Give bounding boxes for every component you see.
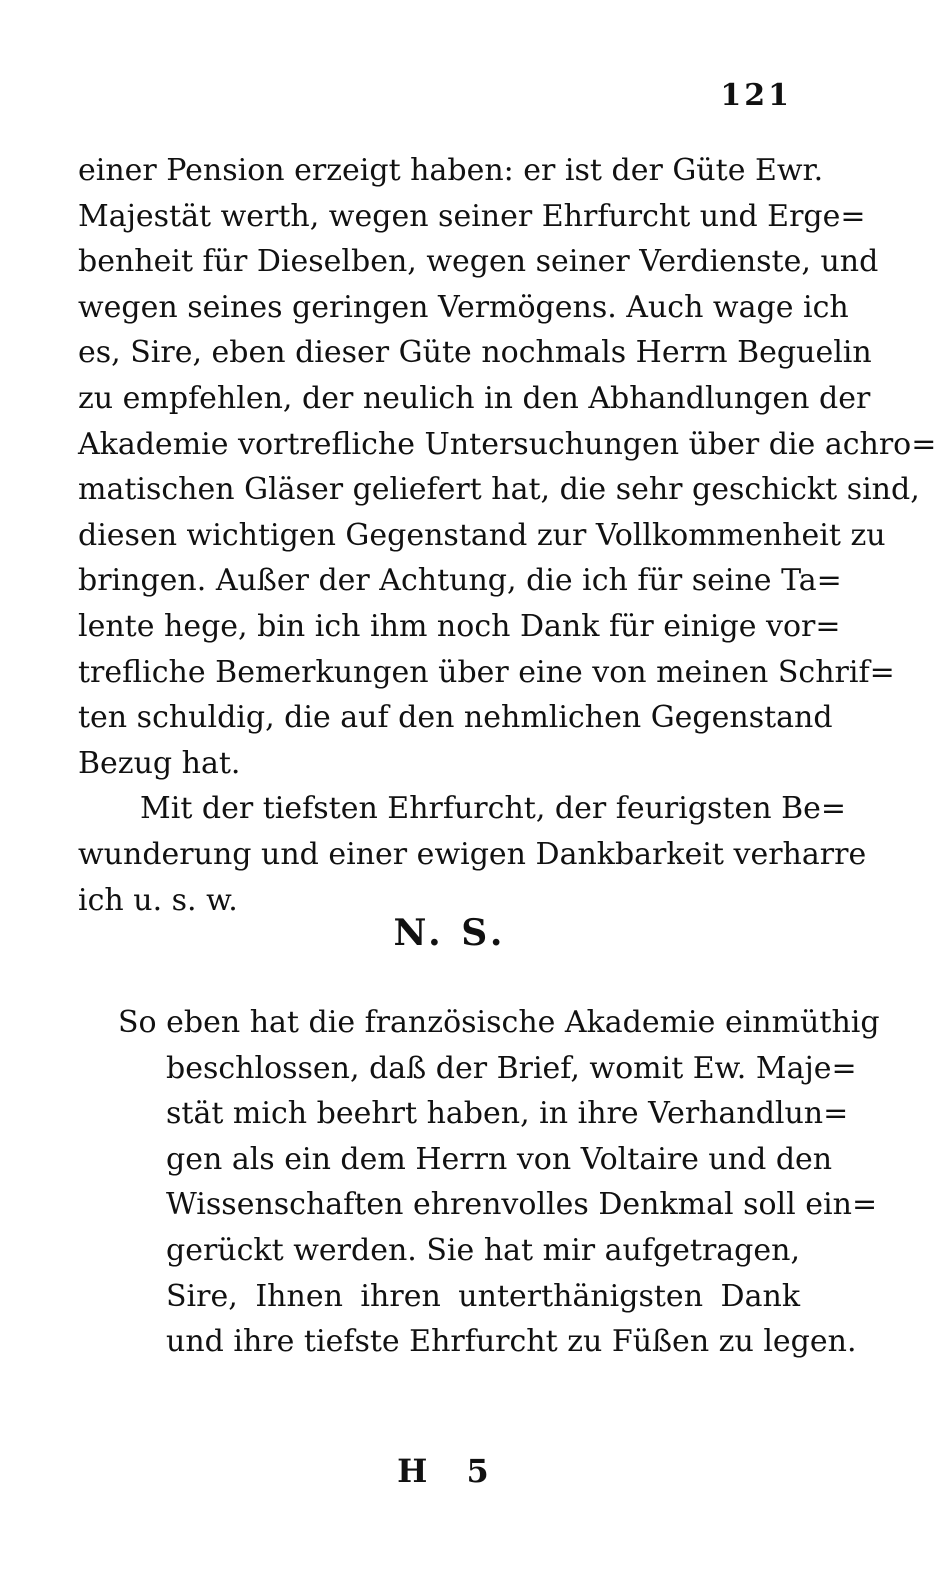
text-line: und ihre tiefste Ehrfurcht zu Füßen zu legen. <box>166 1324 857 1360</box>
text-line: Mit der tiefsten Ehrfurcht, der feurigsten Be= <box>140 791 847 827</box>
postscript-heading: N. S. <box>393 912 507 954</box>
text-line: zu empfehlen, der neulich in den Abhandlungen der <box>78 380 871 416</box>
text-line: lente hege, bin ich ihm noch Dank für einige vor= <box>78 608 841 644</box>
text-line: ich u. s. w. <box>78 882 238 918</box>
postscript-body <box>118 1000 880 1365</box>
letter-body <box>78 148 936 923</box>
text-line: Bezug hat. <box>78 745 241 781</box>
text-line: gen als ein dem Herrn von Voltaire und den <box>166 1141 833 1177</box>
text-line: bringen. Außer der Achtung, die ich für seine Ta= <box>78 563 842 599</box>
text-line: wunderung und einer ewigen Dankbarkeit verharre <box>78 836 867 872</box>
text-line: Majestät werth, wegen seiner Ehrfurcht und Erge= <box>78 198 866 234</box>
text-line: Sire, Ihnen ihren unterthänigsten Dank <box>166 1278 800 1314</box>
text-line: beschlossen, daß der Brief, womit Ew. Maje= <box>166 1050 857 1086</box>
text-line: So eben hat die französische Akademie einmüthig <box>118 1005 880 1040</box>
text-line: benheit für Dieselben, wegen seiner Verdienste, und <box>78 244 879 280</box>
page-number: 121 <box>720 78 792 113</box>
text-line: Wissenschaften ehrenvolles Denkmal soll ein= <box>166 1187 878 1223</box>
text-line: stät mich beehrt haben, in ihre Verhandlun= <box>166 1096 849 1132</box>
text-line: wegen seines geringen Vermögens. Auch wage ich <box>78 289 849 325</box>
text-line: diesen wichtigen Gegenstand zur Vollkommenheit zu <box>78 517 886 553</box>
text-line: trefliche Bemerkungen über eine von meinen Schrif= <box>78 654 895 690</box>
text-line: matischen Gläser geliefert hat, die sehr geschickt sind, <box>78 472 920 508</box>
text-line: ten schuldig, die auf den nehmlichen Gegenstand <box>78 700 833 736</box>
text-line: gerückt werden. Sie hat mir aufgetragen, <box>166 1232 800 1268</box>
printer-signature-mark: H 5 <box>397 1452 503 1490</box>
text-line: Akademie vortrefliche Untersuchungen über die achro= <box>78 426 936 462</box>
text-line: es, Sire, eben dieser Güte nochmals Herrn Beguelin <box>78 335 872 371</box>
text-line: einer Pension erzeigt haben: er ist der Güte Ewr. <box>78 153 824 188</box>
